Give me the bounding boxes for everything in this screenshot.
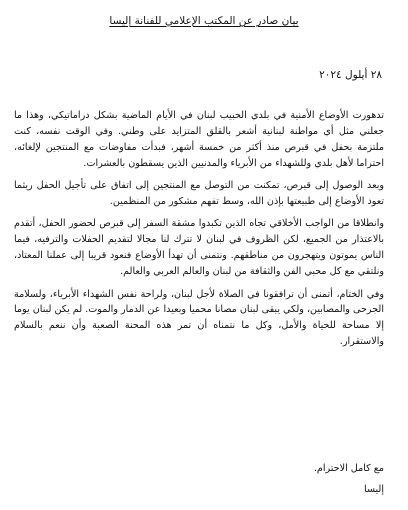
paragraph-3: وانطلاقا من الواجب الأخلاقي تجاه الذين تكبدوا مشقة السفر إلى قبرص لحضور الحفل، أتقدم بالاعتذار من الجميع، لكن الظروف في لبنان لا تترك لنا مجالا لتقديم الحفلات والترفيه، فيما الناس يموتون ويتهجرون من مناطقهم. ونتمنى أن تهدأ الأوضاع فنعود قريبا إلى عملنا المعتاد، ونلتقي مع كل محبي الفن والثقافة من لبنان والعالم العربي والعالم. <box>14 218 384 278</box>
statement-title: بيان صادر عن المكتب الإعلامي للفنانة إليسا <box>109 15 299 27</box>
signature: إليسا <box>364 484 384 495</box>
statement-date: ٢٨ أيلول ٢٠٢٤ <box>319 69 382 81</box>
statement-body <box>14 108 384 357</box>
paragraph-2: وبعد الوصول إلى قبرص، تمكنت من التوصل مع المنتجين إلى اتفاق على تأجيل الحفل ريثما تعود الأوضاع إلى طبيعتها بإذن الله، وسط تفهم مشكور من المنظمين. <box>14 180 384 208</box>
closing-line: مع كامل الاحترام. <box>313 463 384 474</box>
paragraph-4: وفي الختام، أتمنى أن ترافقونا في الصلاة لأجل لبنان، ولراحة نفس الشهداء الأبرياء، ولسلامة الجرحى والمصابين، ولكي يبقى لبنان مصانا محميا وبعيدا عن الدمار والموت. لم يكن لبنان يوما إلا مساحة للحياة والأمل، وكل ما نتمناه أن تمر هذه المحنة الصعبة وأن ننعم بالسلام والاستقرار. <box>14 288 384 348</box>
paragraph-1: تدهورت الأوضاع الأمنية في بلدي الحبيب لبنان في الأيام الماضية بشكل دراماتيكي، وهذا ما جعلني مثل أي مواطنة لبنانية أشعر بالقلق المتزايد على وطني. وفي الوقت نفسه، كنت ملتزمة بحفل في قبرص منذ أكثر من خمسة أشهر، فبدأت مفاوضات مع المنتجين لإلغائه، احتراما لأهل بلدي وللشهداء من الأبرياء والمدنيين الذين يسقطون بالعشرات. <box>14 110 384 169</box>
